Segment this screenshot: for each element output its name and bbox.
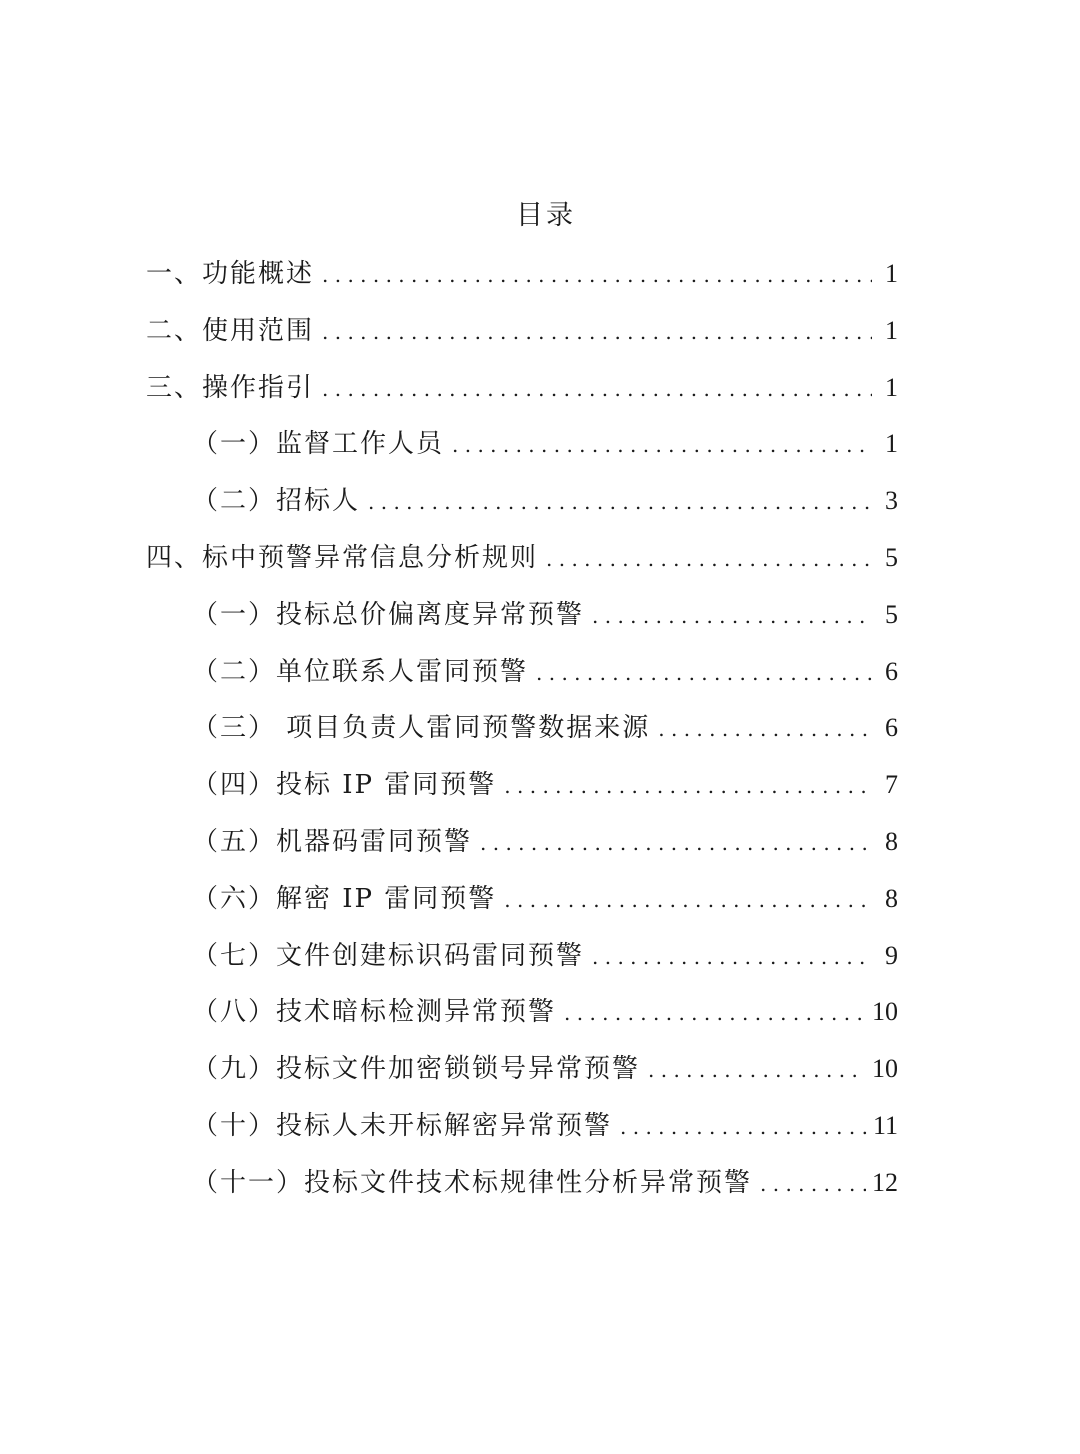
toc-entry <box>146 650 898 707</box>
toc-leader-dots <box>452 423 872 467</box>
toc-entry <box>146 479 898 536</box>
toc-entry-text: （二）单位联系人雷同预警 <box>192 656 529 687</box>
toc-entry-text: 一、功能概述 <box>146 259 315 289</box>
toc-entry <box>146 1047 898 1104</box>
toc-leader-dots <box>504 878 872 922</box>
toc-title: 目录 <box>516 200 576 231</box>
toc-entry <box>146 706 898 763</box>
toc-leader-dots <box>322 253 872 297</box>
toc-entry <box>146 820 898 877</box>
toc-leader-dots <box>480 821 872 865</box>
toc-leader-dots <box>592 935 872 979</box>
toc-entry <box>146 877 898 934</box>
toc-page-number: 1 <box>885 372 898 402</box>
toc-page-number: 10 <box>872 1054 898 1084</box>
toc-leader-dots <box>760 1162 866 1206</box>
toc-page-number: 6 <box>885 656 898 686</box>
toc-entry <box>146 422 898 479</box>
toc-entry-text: 三、操作指引 <box>146 372 315 403</box>
toc-entry <box>146 309 898 366</box>
toc-entry-text: （十一）投标文件技术标规律性分析异常预警 <box>192 1167 753 1198</box>
toc-leader-dots <box>658 707 872 751</box>
toc-entry-text: 四、标中预警异常信息分析规则 <box>146 542 539 573</box>
toc-page-number: 8 <box>885 883 898 913</box>
toc-leader-dots <box>648 1048 866 1092</box>
toc-entry <box>146 1104 898 1161</box>
toc-page-number: 1 <box>885 429 898 459</box>
toc-page-number: 10 <box>872 997 898 1027</box>
toc-entry-text: （五）机器码雷同预警 <box>192 826 473 857</box>
toc-entry-text: 二、使用范围 <box>146 315 315 346</box>
toc-page-number: 7 <box>885 770 898 800</box>
toc-entry-text: （四）投标 IP 雷同预警 <box>192 770 497 801</box>
toc-entry <box>146 536 898 593</box>
toc-entry <box>146 934 898 991</box>
toc-leader-dots <box>322 367 872 411</box>
toc-entry-text: （六）解密 IP 雷同预警 <box>192 883 497 914</box>
toc-entry-text: （一）投标总价偏离度异常预警 <box>192 599 585 630</box>
toc-leader-dots <box>546 537 872 581</box>
toc-list <box>146 252 898 1218</box>
toc-page-number: 1 <box>885 315 898 345</box>
toc-page-number: 9 <box>885 940 898 970</box>
toc-entry-text: （一）监督工作人员 <box>192 429 445 460</box>
toc-page-number: 11 <box>872 1110 898 1140</box>
toc-entry-text: （八）技术暗标检测异常预警 <box>192 997 557 1028</box>
toc-page-number: 5 <box>885 542 898 572</box>
toc-leader-dots <box>368 480 872 524</box>
toc-leader-dots <box>322 310 872 354</box>
toc-leader-dots <box>620 1105 867 1149</box>
toc-entry-text: （十）投标人未开标解密异常预警 <box>192 1110 613 1141</box>
toc-page-number: 3 <box>885 486 898 516</box>
toc-entry-text: （九）投标文件加密锁锁号异常预警 <box>192 1054 641 1085</box>
toc-leader-dots <box>504 764 872 808</box>
toc-leader-dots <box>564 991 866 1035</box>
toc-entry <box>146 1161 898 1218</box>
toc-page-number: 12 <box>872 1167 898 1197</box>
toc-entry <box>146 593 898 650</box>
toc-entry <box>146 763 898 820</box>
toc-entry-text: （七）文件创建标识码雷同预警 <box>192 940 585 971</box>
toc-entry-text: （三） 项目负责人雷同预警数据来源 <box>192 713 651 744</box>
toc-page-number: 5 <box>885 599 898 629</box>
toc-page-number: 1 <box>885 259 898 288</box>
toc-leader-dots <box>592 594 872 638</box>
toc-page-number: 6 <box>885 713 898 743</box>
toc-entry <box>146 366 898 423</box>
toc-entry-text: （二）招标人 <box>192 486 361 517</box>
toc-leader-dots <box>536 651 872 695</box>
toc-entry <box>146 252 898 309</box>
toc-page-number: 8 <box>885 826 898 856</box>
toc-entry <box>146 990 898 1047</box>
